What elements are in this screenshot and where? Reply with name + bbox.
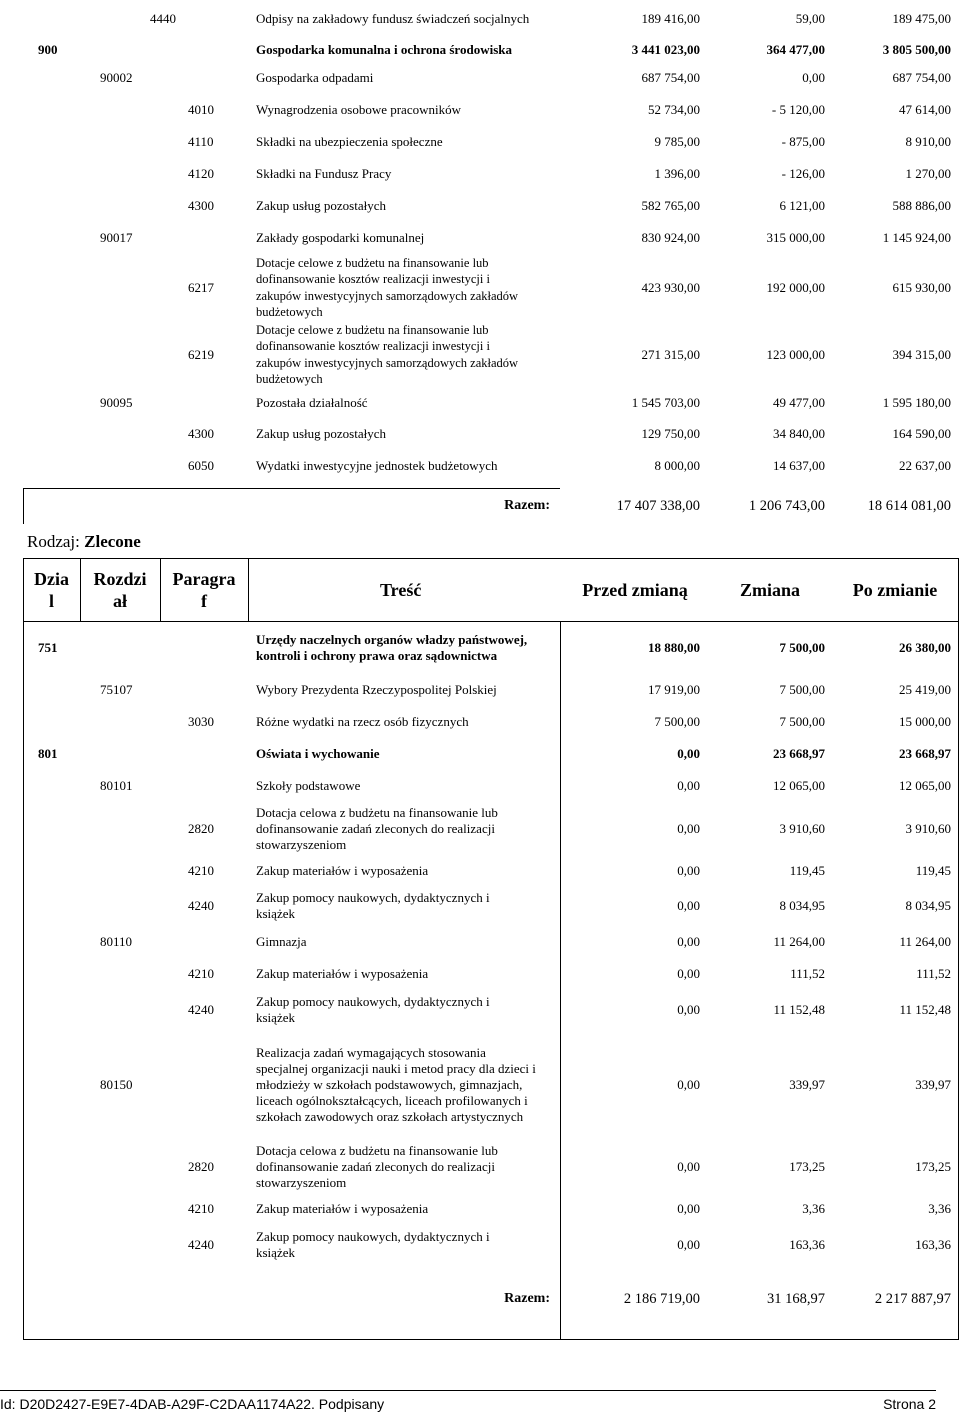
total-przed: 2 186 719,00 — [623, 1290, 700, 1307]
header-paragraf-line2: f — [201, 591, 207, 611]
po-cell: 189 475,00 — [892, 11, 951, 26]
zmiana-cell: 11 264,00 — [773, 934, 825, 949]
footer-divider — [0, 1390, 936, 1391]
przed-cell: 18 880,00 — [648, 640, 700, 655]
paragraf-cell: 2820 — [188, 1159, 214, 1174]
dzial-cell: 751 — [38, 640, 58, 655]
po-cell: 15 000,00 — [899, 714, 951, 729]
section-2-table — [0, 622, 960, 1266]
zmiana-cell: 7 500,00 — [779, 682, 825, 697]
paragraf-cell: 4110 — [188, 134, 214, 149]
page-footer — [0, 1392, 960, 1416]
przed-cell: 0,00 — [677, 1159, 700, 1174]
tresc-cell: Zakup materiałów i wyposażenia — [256, 966, 429, 981]
paragraf-cell: 4240 — [188, 1237, 214, 1252]
tresc-cell: Wynagrodzenia osobowe pracowników — [256, 102, 461, 117]
zmiana-cell: 3 910,60 — [779, 821, 825, 836]
zmiana-cell: 163,36 — [789, 1237, 825, 1252]
tresc-cell: Dotacja celowa z budżetu na finansowanie lub dofinansowanie zadań zleconych do realizacji stowarzyszeniom — [256, 1143, 498, 1190]
przed-cell: 0,00 — [677, 778, 700, 793]
tresc-cell: Zakup pomocy naukowych, dydaktycznych i książek — [256, 1229, 490, 1260]
przed-cell: 687 754,00 — [641, 70, 700, 85]
rodzaj-value: Zlecone — [84, 532, 141, 551]
zmiana-cell: 123 000,00 — [766, 346, 825, 362]
paragraf-cell: 4240 — [188, 898, 214, 913]
tresc-cell: Gimnazja — [256, 934, 307, 949]
tresc-cell: Zakup pomocy naukowych, dydaktycznych i książek — [256, 994, 490, 1025]
po-cell: 615 930,00 — [892, 279, 951, 295]
table-row — [0, 1140, 960, 1194]
tresc-cell: Realizacja zadań wymagających stosowania specjalnej organizacji nauki i metod pracy dla dzieci i młodzieży w szkołach podstawowych, gimnazjach, liceach ogólnokształcących, liceach profilowanych i szkołach zawodowych oraz szkołach artystycznych — [256, 1045, 536, 1124]
zmiana-cell: 339,97 — [789, 1077, 825, 1092]
po-cell: 687 754,00 — [892, 70, 951, 85]
przed-cell: 0,00 — [677, 966, 700, 981]
tresc-cell: Zakup usług pozostałych — [256, 198, 386, 213]
zmiana-cell: 11 152,48 — [773, 1002, 825, 1017]
przed-cell: 3 441 023,00 — [631, 42, 700, 57]
tresc-cell: Dotacje celowe z budżetu na finansowanie lub dofinansowanie kosztów realizacji inwestycji i zakupów inwestycyjnych samorządowych zakładów budżetowych — [256, 255, 519, 319]
po-cell: 163,36 — [915, 1237, 951, 1252]
total-zmiana: 1 206 743,00 — [748, 497, 825, 514]
paragraf-cell: 4210 — [188, 966, 214, 981]
po-cell: 23 668,97 — [899, 746, 951, 761]
table-row — [0, 802, 960, 856]
przed-cell: 830 924,00 — [641, 230, 700, 245]
header-dzial-line1: Dzia — [34, 569, 69, 589]
total-label: Razem: — [504, 1291, 550, 1306]
po-cell: 1 595 180,00 — [882, 395, 951, 410]
paragraf-cell: 4210 — [188, 863, 214, 878]
table-row — [0, 0, 960, 38]
page-number: Strona 2 — [883, 1396, 936, 1412]
paragraf-cell: 6219 — [188, 346, 214, 362]
section-2-total-row — [0, 1284, 960, 1314]
przed-cell: 9 785,00 — [654, 134, 700, 149]
tresc-cell: Składki na Fundusz Pracy — [256, 166, 392, 181]
zmiana-cell: 192 000,00 — [766, 279, 825, 295]
table-row — [0, 958, 960, 990]
tresc-cell: Wybory Prezydenta Rzeczypospolitej Polskiej — [256, 682, 497, 697]
table-row — [0, 856, 960, 886]
zmiana-cell: 49 477,00 — [773, 395, 825, 410]
zmiana-cell: 3,36 — [802, 1201, 825, 1216]
dzial-cell: 801 — [38, 746, 58, 761]
po-cell: 3 805 500,00 — [882, 42, 951, 57]
table-row — [0, 1030, 960, 1140]
header-tresc: Treść — [380, 579, 422, 600]
zmiana-cell: 12 065,00 — [773, 778, 825, 793]
po-cell: 1 270,00 — [905, 166, 951, 181]
po-cell: 12 065,00 — [899, 778, 951, 793]
przed-cell: 0,00 — [677, 1077, 700, 1092]
tresc-cell: Dotacje celowe z budżetu na finansowanie lub dofinansowanie kosztów realizacji inwestycji i zakupów inwestycyjnych samorządowych zakładów budżetowych — [256, 322, 519, 386]
paragraf-cell: 6050 — [188, 458, 214, 473]
tresc-cell: Zakup pomocy naukowych, dydaktycznych i książek — [256, 890, 490, 921]
po-cell: 588 886,00 — [892, 198, 951, 213]
rozdzial-cell: 75107 — [100, 682, 133, 697]
po-cell: 11 264,00 — [899, 934, 951, 949]
zmiana-cell: 8 034,95 — [779, 898, 825, 913]
zmiana-cell: - 875,00 — [781, 134, 825, 149]
przed-cell: 1 545 703,00 — [631, 395, 700, 410]
zmiana-cell: 0,00 — [802, 70, 825, 85]
po-cell: 339,97 — [915, 1077, 951, 1092]
zmiana-cell: 34 840,00 — [773, 426, 825, 441]
header-rozdzial-line1: Rozdzi — [93, 569, 147, 589]
rozdzial-cell: 80150 — [100, 1077, 133, 1092]
header-dzial — [23, 558, 80, 622]
paragraf-cell: 4210 — [188, 1201, 214, 1216]
przed-cell: 7 500,00 — [654, 714, 700, 729]
table-row — [0, 674, 960, 706]
section-1-table — [0, 0, 960, 482]
header-przed: Przed zmianą — [582, 579, 688, 600]
header-rozdzial — [80, 558, 160, 622]
tresc-cell: Różne wydatki na rzecz osób fizycznych — [256, 714, 469, 729]
header-zmiana: Zmiana — [739, 579, 800, 600]
header-paragraf-line1: Paragra — [172, 569, 236, 589]
po-cell: 47 614,00 — [899, 102, 951, 117]
tresc-cell: Wydatki inwestycyjne jednostek budżetowych — [256, 458, 498, 473]
zmiana-cell: 6 121,00 — [779, 198, 825, 213]
table-row — [0, 62, 960, 94]
table-row — [0, 418, 960, 450]
table-row — [0, 622, 960, 674]
header-paragraf — [160, 558, 248, 622]
table-row — [0, 126, 960, 158]
tresc-cell: Zakłady gospodarki komunalnej — [256, 230, 425, 245]
zmiana-cell: 119,45 — [789, 863, 825, 878]
przed-cell: 0,00 — [677, 934, 700, 949]
table-header — [0, 558, 960, 622]
total-po: 18 614 081,00 — [867, 497, 951, 514]
table-row — [0, 321, 960, 388]
przed-cell: 129 750,00 — [641, 426, 700, 441]
przed-cell: 582 765,00 — [641, 198, 700, 213]
po-cell: 22 637,00 — [899, 458, 951, 473]
table-row — [0, 158, 960, 190]
przed-cell: 0,00 — [677, 746, 700, 761]
table-row — [0, 190, 960, 222]
zmiana-cell: 7 500,00 — [779, 714, 825, 729]
paragraf-cell: 4300 — [188, 198, 214, 213]
przed-cell: 0,00 — [677, 1002, 700, 1017]
po-cell: 8 034,95 — [905, 898, 951, 913]
rodzaj-label: Rodzaj: — [27, 532, 80, 551]
table-row — [0, 1194, 960, 1224]
przed-cell: 189 416,00 — [641, 11, 700, 26]
table-row — [0, 706, 960, 738]
total-przed: 17 407 338,00 — [616, 497, 700, 514]
tresc-cell: Pozostała działalność — [256, 395, 368, 410]
rodzaj-heading — [0, 530, 960, 554]
po-cell: 164 590,00 — [892, 426, 951, 441]
divider — [23, 488, 560, 489]
po-cell: 173,25 — [915, 1159, 951, 1174]
paragraf-cell: 3030 — [188, 714, 214, 729]
table-row — [0, 990, 960, 1030]
po-cell: 394 315,00 — [892, 346, 951, 362]
przed-cell: 1 396,00 — [654, 166, 700, 181]
header-dzial-line2: l — [48, 591, 54, 611]
dzial-cell: 900 — [38, 42, 58, 57]
paragraf-cell: 4010 — [188, 102, 214, 117]
table-row — [0, 94, 960, 126]
paragraf-cell: 2820 — [188, 821, 214, 836]
po-cell: 119,45 — [915, 863, 951, 878]
zmiana-cell: 7 500,00 — [779, 640, 825, 655]
tresc-cell: Gospodarka odpadami — [256, 70, 374, 85]
po-cell: 1 145 924,00 — [882, 230, 951, 245]
tresc-cell: Zakup materiałów i wyposażenia — [256, 1201, 429, 1216]
table-row — [0, 738, 960, 770]
table-row — [0, 770, 960, 802]
rozdzial-cell: 80101 — [100, 778, 133, 793]
table-row — [0, 1224, 960, 1266]
table-row — [0, 38, 960, 62]
po-cell: 3,36 — [928, 1201, 951, 1216]
table-row — [0, 254, 960, 321]
paragraf-cell: 4440 — [150, 11, 176, 26]
zmiana-cell: 23 668,97 — [773, 746, 825, 761]
przed-cell: 17 919,00 — [648, 682, 700, 697]
przed-cell: 8 000,00 — [654, 458, 700, 473]
zmiana-cell: 315 000,00 — [766, 230, 825, 245]
zmiana-cell: 59,00 — [795, 11, 825, 26]
table-row — [0, 388, 960, 418]
rozdzial-cell: 90017 — [100, 230, 133, 245]
tresc-cell: Odpisy na zakładowy fundusz świadczeń socjalnych — [256, 11, 530, 26]
po-cell: 11 152,48 — [899, 1002, 951, 1017]
total-po: 2 217 887,97 — [874, 1290, 951, 1307]
zmiana-cell: 111,52 — [790, 966, 825, 981]
total-zmiana: 31 168,97 — [767, 1290, 825, 1307]
zmiana-cell: 364 477,00 — [766, 42, 825, 57]
tresc-cell: Urzędy naczelnych organów władzy państwowej, kontroli i ochrony prawa oraz sądownictwa — [256, 632, 528, 663]
tresc-cell: Zakup materiałów i wyposażenia — [256, 863, 429, 878]
document-id: Id: D20D2427-E9E7-4DAB-A29F-C2DAA1174A22. Podpisany — [0, 1396, 385, 1412]
przed-cell: 0,00 — [677, 821, 700, 836]
po-cell: 25 419,00 — [899, 682, 951, 697]
po-cell: 8 910,00 — [905, 134, 951, 149]
paragraf-cell: 4240 — [188, 1002, 214, 1017]
paragraf-cell: 4120 — [188, 166, 214, 181]
table-row — [0, 926, 960, 958]
section-1-total-row — [0, 488, 960, 524]
paragraf-cell: 4300 — [188, 426, 214, 441]
zmiana-cell: 14 637,00 — [773, 458, 825, 473]
przed-cell: 271 315,00 — [641, 346, 700, 362]
tresc-cell: Szkoły podstawowe — [256, 778, 361, 793]
przed-cell: 423 930,00 — [641, 279, 700, 295]
rozdzial-cell: 90002 — [100, 70, 133, 85]
przed-cell: 52 734,00 — [648, 102, 700, 117]
paragraf-cell: 6217 — [188, 279, 214, 295]
header-po: Po zmianie — [852, 579, 938, 600]
przed-cell: 0,00 — [677, 898, 700, 913]
rozdzial-cell: 90095 — [100, 395, 133, 410]
po-cell: 26 380,00 — [899, 640, 951, 655]
tresc-cell: Dotacja celowa z budżetu na finansowanie lub dofinansowanie zadań zleconych do realizacji stowarzyszeniom — [256, 805, 498, 852]
zmiana-cell: 173,25 — [789, 1159, 825, 1174]
po-cell: 3 910,60 — [905, 821, 951, 836]
divider — [23, 488, 24, 524]
rozdzial-cell: 80110 — [100, 934, 133, 949]
po-cell: 111,52 — [916, 966, 951, 981]
tresc-cell: Oświata i wychowanie — [256, 746, 380, 761]
przed-cell: 0,00 — [677, 1201, 700, 1216]
zmiana-cell: - 126,00 — [781, 166, 825, 181]
table-row — [0, 886, 960, 926]
przed-cell: 0,00 — [677, 863, 700, 878]
header-rozdzial-line2: ał — [112, 591, 127, 611]
total-label: Razem: — [504, 498, 550, 513]
tresc-cell: Składki na ubezpieczenia społeczne — [256, 134, 443, 149]
tresc-cell: Zakup usług pozostałych — [256, 426, 386, 441]
przed-cell: 0,00 — [677, 1237, 700, 1252]
zmiana-cell: - 5 120,00 — [771, 102, 825, 117]
table-row — [0, 450, 960, 482]
table-row — [0, 222, 960, 254]
tresc-cell: Gospodarka komunalna i ochrona środowiska — [256, 42, 512, 57]
